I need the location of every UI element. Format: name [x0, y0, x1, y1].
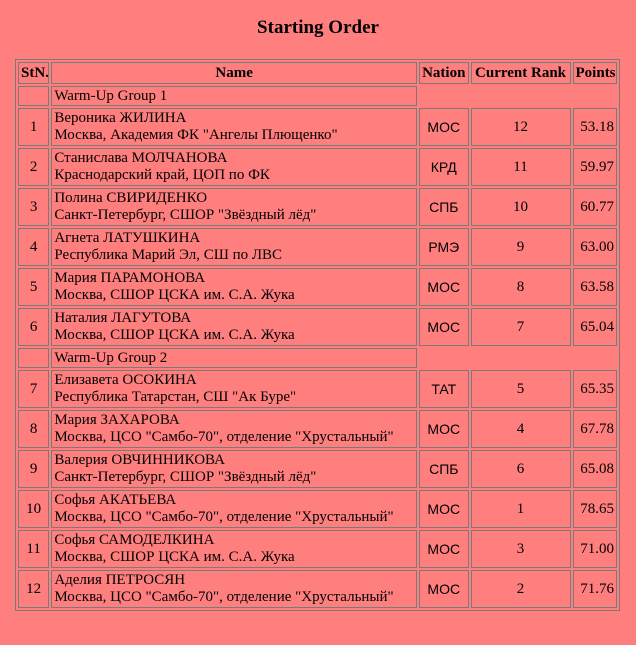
nation-code: ТАТ: [419, 370, 469, 408]
skater-cell: [51, 108, 417, 146]
skater-cell: [51, 490, 417, 528]
current-rank: 8: [471, 268, 571, 306]
group-stn-cell: [18, 348, 49, 368]
start-number: 8: [18, 410, 49, 448]
current-rank: 2: [471, 570, 571, 608]
current-rank: 5: [471, 370, 571, 408]
nation-code: МОС: [419, 268, 469, 306]
table-row: [18, 490, 617, 528]
skater-name: Елизавета ОСОКИНА: [54, 372, 197, 388]
nation-code: МОС: [419, 530, 469, 568]
current-rank: 6: [471, 450, 571, 488]
current-rank: 12: [471, 108, 571, 146]
start-number: 11: [18, 530, 49, 568]
start-number: 9: [18, 450, 49, 488]
table-row: [18, 410, 617, 448]
table-body: [18, 86, 617, 608]
skater-club: Краснодарский край, ЦОП по ФК: [54, 167, 270, 183]
points: 65.35: [573, 370, 617, 408]
starting-order-table: [15, 59, 620, 611]
skater-cell: [51, 570, 417, 608]
skater-club: Москва, ЦСО "Самбо-70", отделение "Хрустальный": [54, 429, 394, 445]
current-rank: 9: [471, 228, 571, 266]
table-row: [18, 268, 617, 306]
skater-club: Москва, ЦСО "Самбо-70", отделение "Хрустальный": [54, 589, 394, 605]
points: 59.97: [573, 148, 617, 186]
header-nation: Nation: [419, 62, 469, 84]
table-row: [18, 108, 617, 146]
skater-club: Санкт-Петербург, СШОР "Звёздный лёд": [54, 207, 317, 223]
table-row: [18, 370, 617, 408]
skater-club: Санкт-Петербург, СШОР "Звёздный лёд": [54, 469, 317, 485]
skater-cell: [51, 268, 417, 306]
start-number: 5: [18, 268, 49, 306]
start-number: 2: [18, 148, 49, 186]
header-row: [18, 62, 617, 84]
table-row: [18, 530, 617, 568]
skater-cell: [51, 188, 417, 226]
skater-name: Валерия ОВЧИННИКОВА: [54, 452, 225, 468]
skater-name: Мария ЗАХАРОВА: [54, 412, 180, 428]
nation-code: МОС: [419, 308, 469, 346]
points: 71.00: [573, 530, 617, 568]
nation-code: МОС: [419, 108, 469, 146]
points: 63.00: [573, 228, 617, 266]
warm-up-group-row: [18, 348, 617, 368]
skater-name: Агнета ЛАТУШКИНА: [54, 230, 201, 246]
skater-name: Мария ПАРАМОНОВА: [54, 270, 206, 286]
nation-code: СПБ: [419, 188, 469, 226]
points: 60.77: [573, 188, 617, 226]
skater-club: Москва, СШОР ЦСКА им. С.А. Жука: [54, 287, 295, 303]
page-title: Starting Order: [257, 17, 379, 38]
start-number: 3: [18, 188, 49, 226]
points: 71.76: [573, 570, 617, 608]
skater-cell: [51, 228, 417, 266]
start-number: 10: [18, 490, 49, 528]
table-row: [18, 228, 617, 266]
skater-cell: [51, 530, 417, 568]
current-rank: 7: [471, 308, 571, 346]
current-rank: 3: [471, 530, 571, 568]
skater-name: Аделия ПЕТРОСЯН: [54, 572, 186, 588]
skater-name: Софья САМОДЕЛКИНА: [54, 532, 215, 548]
start-number: 7: [18, 370, 49, 408]
group-blank-cell: [419, 348, 617, 368]
points: 53.18: [573, 108, 617, 146]
header-stn: StN.: [18, 62, 49, 84]
skater-name: Полина СВИРИДЕНКО: [54, 190, 208, 206]
nation-code: КРД: [419, 148, 469, 186]
header-points: Points: [573, 62, 617, 84]
current-rank: 1: [471, 490, 571, 528]
skater-cell: [51, 450, 417, 488]
current-rank: 11: [471, 148, 571, 186]
points: 65.04: [573, 308, 617, 346]
table-row: [18, 450, 617, 488]
start-number: 6: [18, 308, 49, 346]
current-rank: 4: [471, 410, 571, 448]
skater-club: Москва, СШОР ЦСКА им. С.А. Жука: [54, 327, 295, 343]
group-blank-cell: [419, 86, 617, 106]
nation-code: МОС: [419, 570, 469, 608]
nation-code: СПБ: [419, 450, 469, 488]
warm-up-group-row: [18, 86, 617, 106]
header-current-rank: Current Rank: [471, 62, 571, 84]
header-name: Name: [51, 62, 417, 84]
group-label: Warm-Up Group 1: [51, 86, 417, 106]
start-number: 12: [18, 570, 49, 608]
skater-name: Софья АКАТЬЕВА: [54, 492, 177, 508]
table-row: [18, 188, 617, 226]
skater-club: Москва, СШОР ЦСКА им. С.А. Жука: [54, 549, 295, 565]
skater-name: Станислава МОЛЧАНОВА: [54, 150, 228, 166]
skater-club: Республика Марий Эл, СШ по ЛВС: [54, 247, 283, 263]
skater-cell: [51, 308, 417, 346]
skater-name: Наталия ЛАГУТОВА: [54, 310, 192, 326]
points: 78.65: [573, 490, 617, 528]
nation-code: МОС: [419, 410, 469, 448]
skater-club: Москва, Академия ФК "Ангелы Плющенко": [54, 127, 338, 143]
points: 67.78: [573, 410, 617, 448]
table-row: [18, 570, 617, 608]
points: 65.08: [573, 450, 617, 488]
skater-cell: [51, 410, 417, 448]
points: 63.58: [573, 268, 617, 306]
table-row: [18, 308, 617, 346]
skater-club: Москва, ЦСО "Самбо-70", отделение "Хрустальный": [54, 509, 394, 525]
start-number: 4: [18, 228, 49, 266]
skater-club: Республика Татарстан, СШ "Ак Буре": [54, 389, 297, 405]
nation-code: РМЭ: [419, 228, 469, 266]
current-rank: 10: [471, 188, 571, 226]
skater-cell: [51, 148, 417, 186]
nation-code: МОС: [419, 490, 469, 528]
group-label: Warm-Up Group 2: [51, 348, 417, 368]
group-stn-cell: [18, 86, 49, 106]
skater-cell: [51, 370, 417, 408]
table-row: [18, 148, 617, 186]
start-number: 1: [18, 108, 49, 146]
skater-name: Вероника ЖИЛИНА: [54, 110, 187, 126]
